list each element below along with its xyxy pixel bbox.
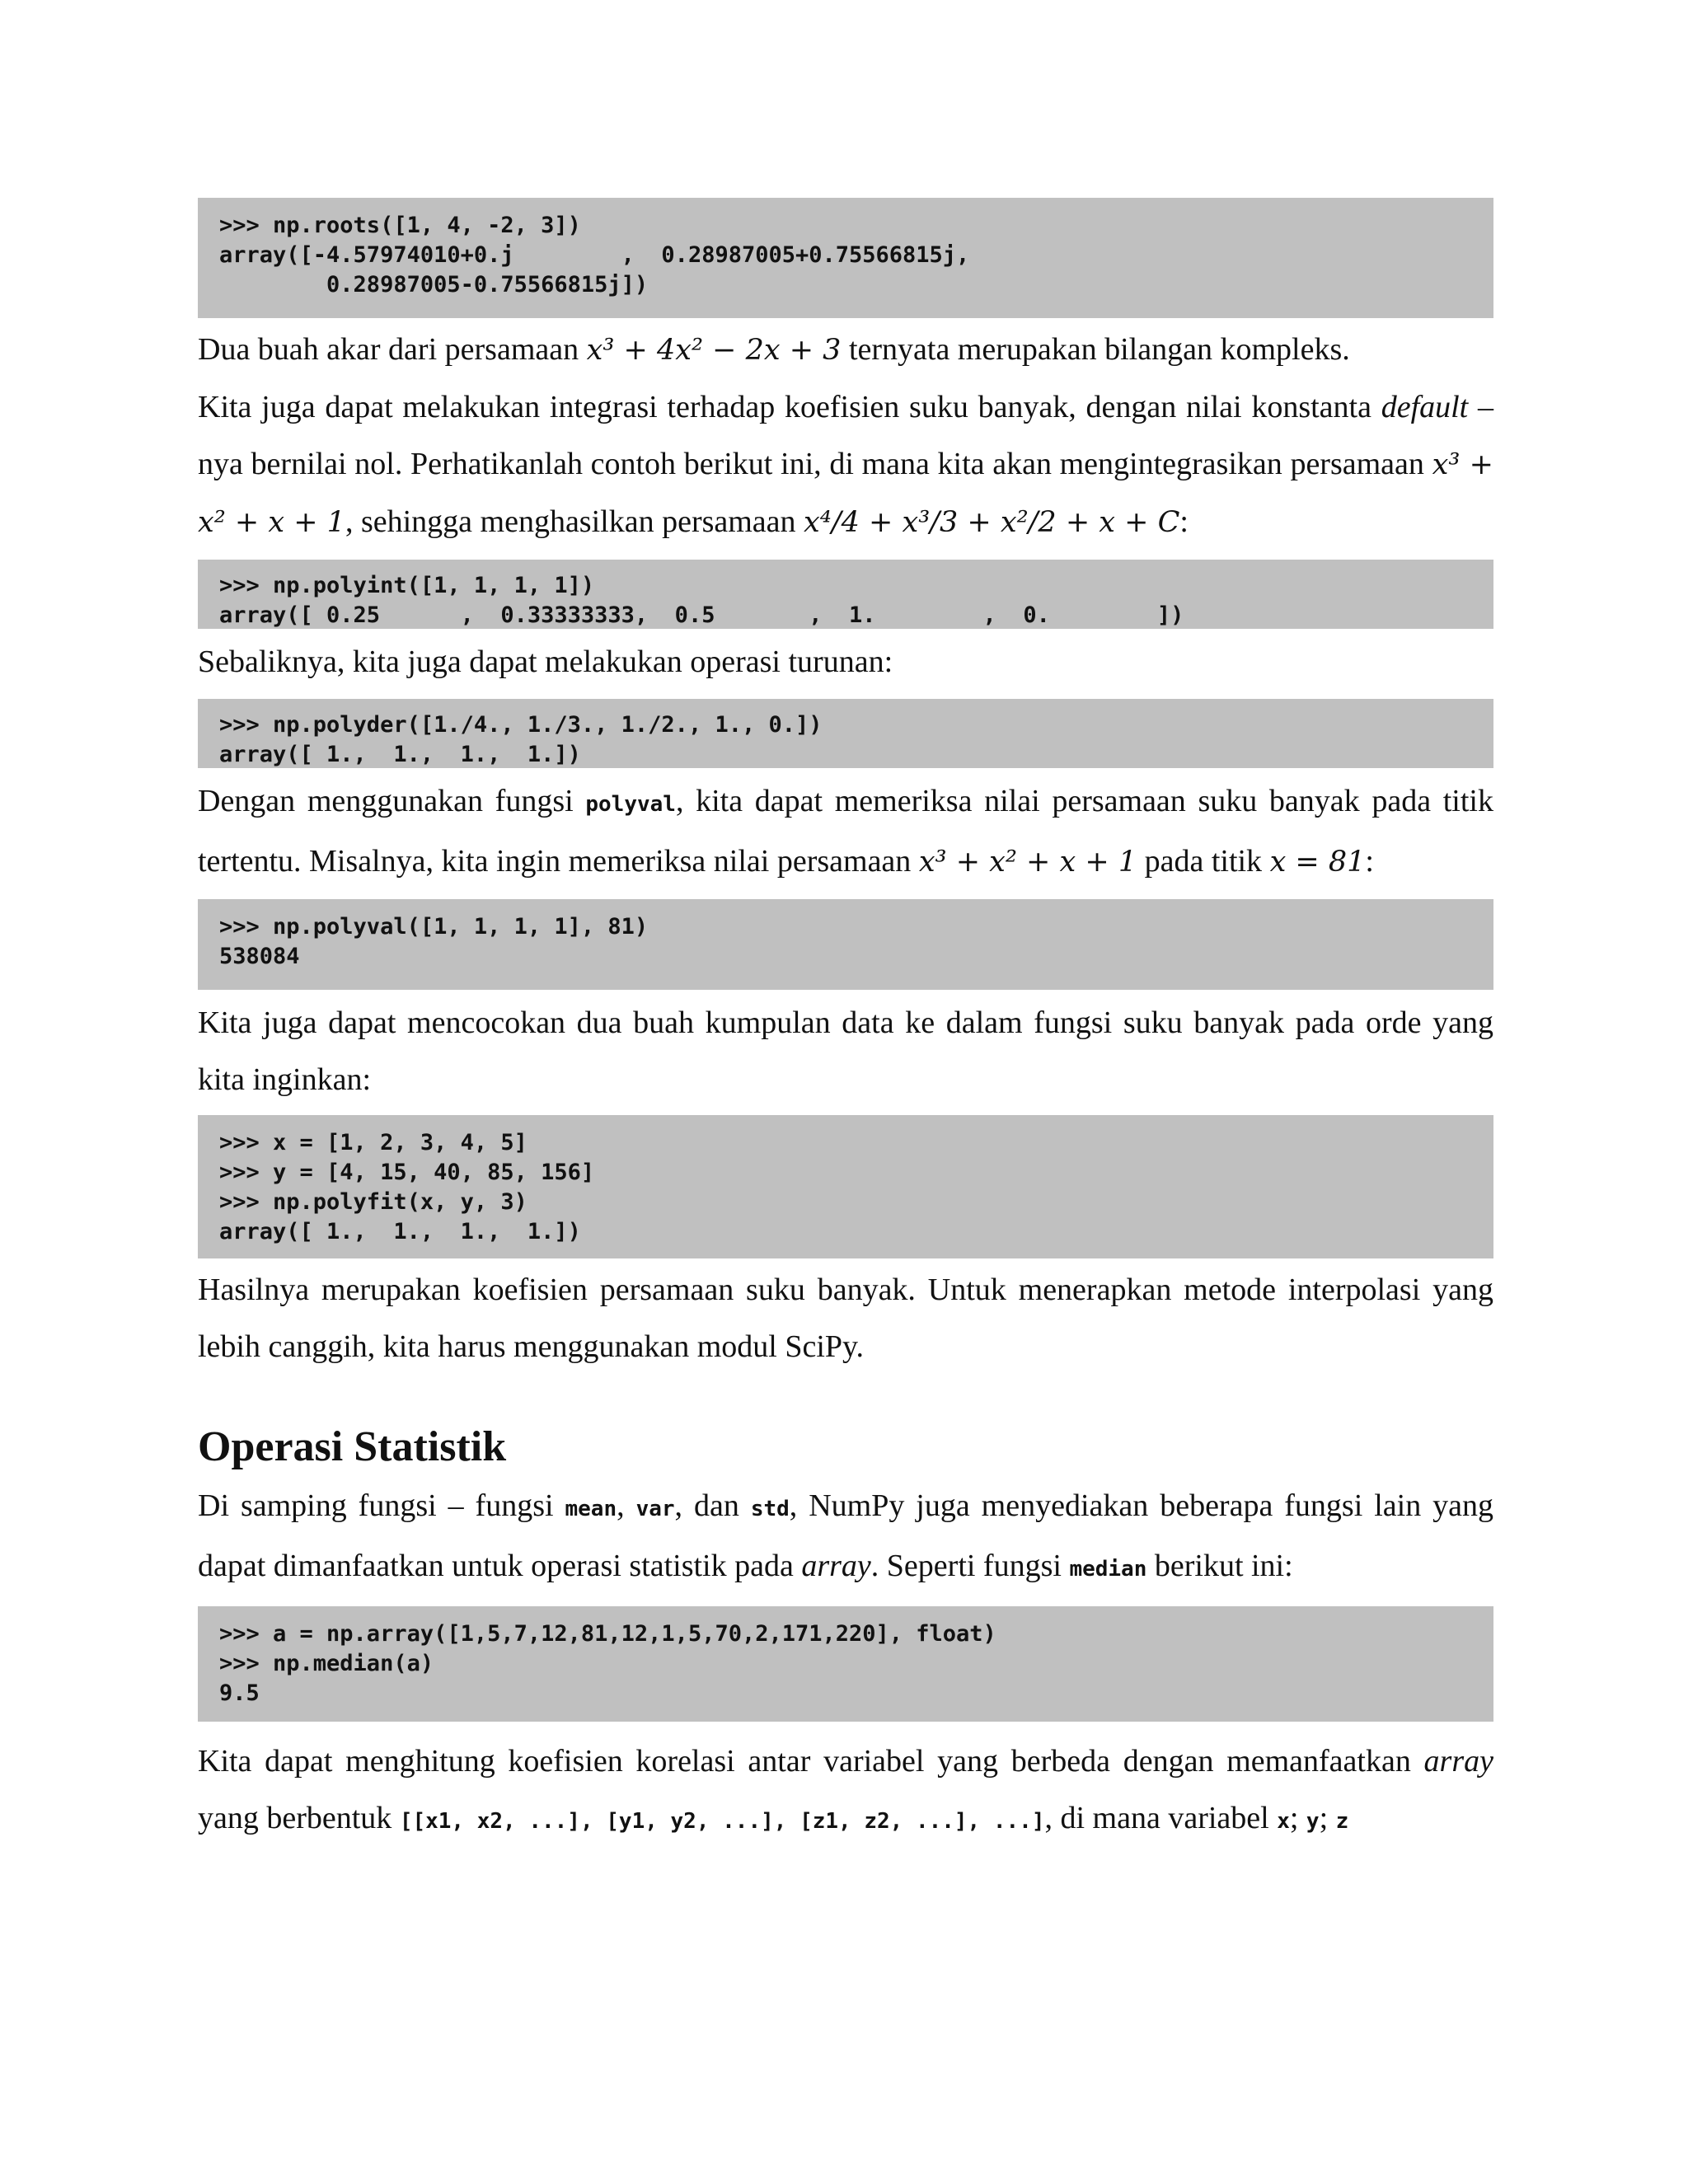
text: Dua buah akar dari persamaan <box>198 332 587 367</box>
code-block-polyval <box>198 899 1493 990</box>
inline-code: y <box>1306 1809 1320 1834</box>
code-line: >>> np.polyfit(x, y, 3) <box>219 1189 528 1215</box>
inline-code: [[x1, x2, ...], [y1, y2, ...], [z1, z2, ...], ...] <box>399 1809 1045 1834</box>
paragraph-polyint-intro <box>198 379 1493 551</box>
code-line: array([ 0.25 , 0.33333333, 0.5 , 1. , 0. ]) <box>219 602 1184 628</box>
paragraph-polyval-intro <box>198 773 1493 891</box>
code-block-polyfit <box>198 1115 1493 1258</box>
italic-text: array <box>801 1549 871 1583</box>
code-line: >>> np.roots([1, 4, -2, 3]) <box>219 213 581 238</box>
text: , dan <box>674 1488 751 1523</box>
text: ; <box>1319 1801 1336 1835</box>
inline-code: std <box>750 1497 790 1521</box>
code-line: >>> np.polyder([1./4., 1./3., 1./2., 1., 0.]) <box>219 712 823 738</box>
paragraph-roots-explanation <box>198 321 1493 379</box>
text: . Seperti fungsi <box>870 1549 1070 1583</box>
inline-code: polyval <box>585 792 676 817</box>
text: ; <box>1289 1801 1306 1835</box>
text: Dengan menggunakan fungsi <box>198 784 586 818</box>
paragraph-correlation-intro <box>198 1733 1493 1850</box>
code-line: >>> x = [1, 2, 3, 4, 5] <box>219 1130 528 1155</box>
text: Kita juga dapat melakukan integrasi terhadap koefisien suku banyak, dengan nilai konstanta <box>198 390 1381 424</box>
code-line: 9.5 <box>219 1680 260 1706</box>
code-block-roots <box>198 198 1493 318</box>
text: Kita dapat menghitung koefisien korelasi antar variabel yang berbeda dengan memanfaatkan <box>198 1744 1424 1779</box>
text: , di mana variabel <box>1044 1801 1278 1835</box>
text: ternyata merupakan bilangan kompleks. <box>841 332 1350 367</box>
italic-text: array <box>1423 1744 1493 1779</box>
inline-code: x <box>1277 1809 1290 1834</box>
code-block-median <box>198 1606 1493 1722</box>
text: , sehingga menghasilkan persamaan <box>345 504 804 539</box>
equation: x³ + x² + x + 1 <box>198 448 1493 539</box>
code-line: array([-4.57974010+0.j , 0.28987005+0.75566815j, <box>219 242 970 268</box>
inline-code: mean <box>565 1497 617 1521</box>
equation: x = 81 <box>1269 846 1366 879</box>
section-heading: Operasi Statistik <box>198 1423 507 1470</box>
document-page <box>198 198 1493 1850</box>
code-line: >>> np.polyint([1, 1, 1, 1]) <box>219 573 595 598</box>
inline-code: median <box>1069 1557 1147 1582</box>
code-line: array([ 1., 1., 1., 1.]) <box>219 1219 581 1244</box>
paragraph-polyfit-intro: Kita juga dapat mencocokan dua buah kumpulan data ke dalam fungsi suku banyak pada orde yang kita inginkan: <box>198 1005 1493 1097</box>
code-line: >>> a = np.array([1,5,7,12,81,12,1,5,70,2,171,220], float) <box>219 1621 996 1647</box>
equation: x³ + x² + x + 1 <box>918 846 1137 879</box>
inline-code: z <box>1335 1809 1349 1834</box>
code-line: >>> np.polyval([1, 1, 1, 1], 81) <box>219 914 649 940</box>
code-line: array([ 1., 1., 1., 1.]) <box>219 742 581 767</box>
italic-text: default <box>1381 390 1469 424</box>
code-block-polyder <box>198 699 1493 768</box>
text: pada titik <box>1137 844 1270 879</box>
paragraph-statistics-intro <box>198 1478 1493 1598</box>
paragraph-polyder-intro: Sebaliknya, kita juga dapat melakukan operasi turunan: <box>198 644 893 679</box>
text: Di samping fungsi – fungsi <box>198 1488 565 1523</box>
text: , kita dapat memeriksa nilai persamaan suku banyak pada titik tertentu. Misalnya, kita ingin memeriksa nilai persamaan <box>198 784 1493 879</box>
code-line: 0.28987005-0.75566815j]) <box>219 272 649 298</box>
code-block-polyint <box>198 560 1493 629</box>
text: berikut ini: <box>1146 1549 1293 1583</box>
text: : <box>1179 504 1189 539</box>
text: , <box>617 1488 636 1523</box>
text: yang berbentuk <box>198 1801 400 1835</box>
code-line: >>> np.median(a) <box>219 1651 434 1676</box>
text: , NumPy juga menyediakan beberapa fungsi lain yang dapat dimanfaatkan untuk operasi statistik pada <box>198 1488 1493 1583</box>
equation: x⁴/4 + x³/3 + x²/2 + x + C <box>804 506 1180 539</box>
text: –nya bernilai nol. Perhatikanlah contoh berikut ini, di mana kita akan mengintegrasikan persamaan <box>198 390 1493 481</box>
equation: x³ + 4x² − 2x + 3 <box>586 334 842 367</box>
text: : <box>1365 844 1374 879</box>
code-line: >>> y = [4, 15, 40, 85, 156] <box>219 1160 595 1185</box>
paragraph-polyfit-result: Hasilnya merupakan koefisien persamaan suku banyak. Untuk menerapkan metode interpolasi yang lebih canggih, kita harus menggunakan modul SciPy. <box>198 1272 1493 1364</box>
code-line: 538084 <box>219 944 300 969</box>
inline-code: var <box>635 1497 675 1521</box>
